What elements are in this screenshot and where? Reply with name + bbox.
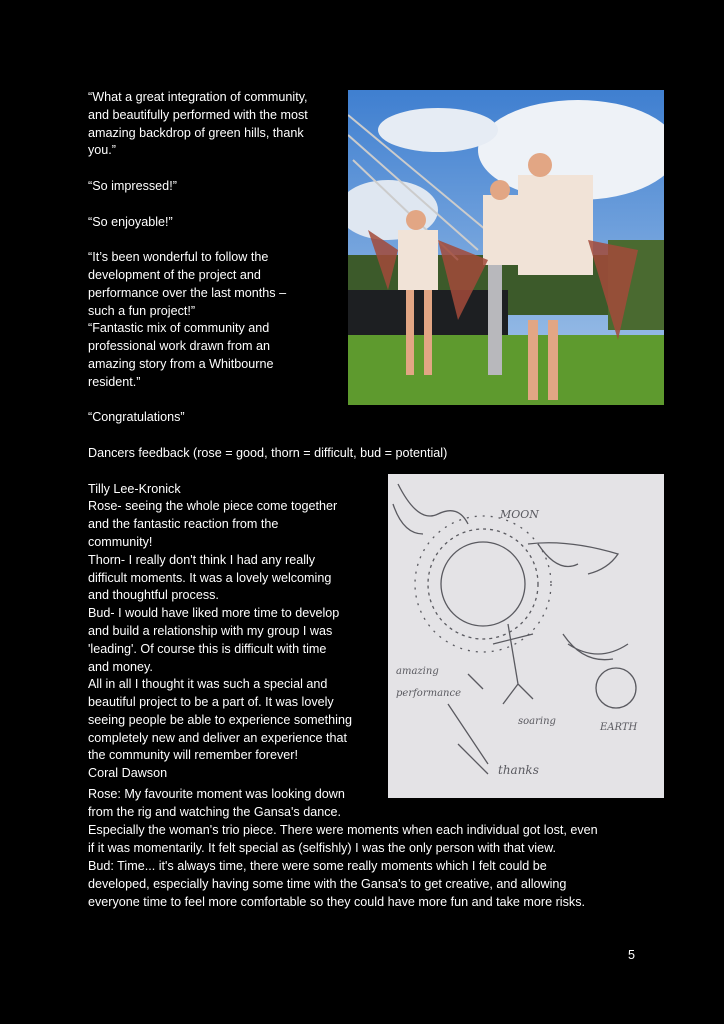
text-line: if it was momentarily. It felt special as (selfishly) I was the only person with that view. bbox=[88, 841, 557, 855]
drawing-label-soaring: soaring bbox=[518, 716, 556, 727]
child-drawing-moon-earth bbox=[388, 474, 664, 798]
text-line: “So enjoyable!” bbox=[88, 214, 173, 229]
drawing-label-amazing: amazing bbox=[396, 666, 439, 677]
text-line: performance over the last months – bbox=[88, 285, 287, 300]
text-line: and money. bbox=[88, 659, 153, 674]
text-line: such a fun project!” bbox=[88, 303, 196, 318]
text-line: development of the project and bbox=[88, 267, 261, 282]
coral-dawson-feedback bbox=[88, 785, 598, 911]
text-line: “So impressed!” bbox=[88, 178, 177, 193]
text-line: professional work drawn from an bbox=[88, 339, 270, 354]
text-line: from the rig and watching the Gansa's dance. bbox=[88, 805, 342, 819]
performance-photo bbox=[348, 90, 664, 405]
text-line: resident.” bbox=[88, 374, 141, 389]
text-line: Coral Dawson bbox=[88, 766, 168, 781]
text-line: and the fantastic reaction from the bbox=[88, 517, 279, 532]
text-line: 'leading'. Of course this is difficult with time bbox=[88, 641, 327, 656]
text-line: the community will remember forever! bbox=[88, 748, 298, 763]
text-line: seeing people be able to experience something bbox=[88, 712, 352, 727]
text-line: developed, especially having some time with the Gansa's to get creative, and allowing bbox=[88, 877, 567, 891]
drawing-label-moon: MOON bbox=[500, 508, 539, 521]
text-line: everyone time to feel more comfortable so they could have more fun and take more risks. bbox=[88, 895, 585, 909]
text-line: “Fantastic mix of community and bbox=[88, 321, 270, 336]
text-line: Especially the woman's trio piece. There were moments when each individual got lost, even bbox=[88, 823, 598, 837]
text-line: Tilly Lee-Kronick bbox=[88, 481, 181, 496]
text-line: “It’s been wonderful to follow the bbox=[88, 250, 269, 265]
text-line: completely new and deliver an experience that bbox=[88, 730, 348, 745]
text-line: All in all I thought it was such a special and bbox=[88, 677, 328, 692]
text-line: amazing backdrop of green hills, thank bbox=[88, 125, 304, 140]
text-line: community! bbox=[88, 534, 153, 549]
text-line: you.” bbox=[88, 143, 116, 158]
text-line: beautiful project to be a part of. It was lovely bbox=[88, 695, 334, 710]
text-line: amazing story from a Whitbourne bbox=[88, 356, 274, 371]
text-line: and thoughtful process. bbox=[88, 588, 219, 603]
text-line: Rose- seeing the whole piece come together bbox=[88, 499, 338, 514]
drawing-label-thanks: thanks bbox=[498, 763, 539, 777]
drawing-label-earth: EARTH bbox=[600, 722, 638, 733]
text-line: Dancers feedback (rose = good, thorn = difficult, bud = potential) bbox=[88, 445, 448, 460]
text-line: Thorn- I really don't think I had any really bbox=[88, 552, 316, 567]
text-line: Bud: Time... it's always time, there were some really moments which I felt could be bbox=[88, 859, 547, 873]
text-line: “What a great integration of community, bbox=[88, 90, 308, 104]
text-line: and beautifully performed with the most bbox=[88, 107, 308, 122]
text-line: “Congratulations” bbox=[88, 410, 185, 425]
text-line: Bud- I would have liked more time to develop bbox=[88, 606, 340, 621]
text-line: and build a relationship with my group I was bbox=[88, 623, 333, 638]
text-line: Rose: My favourite moment was looking down bbox=[88, 787, 345, 801]
page-number: 5 bbox=[628, 948, 636, 962]
text-line: difficult moments. It was a lovely welcoming bbox=[88, 570, 332, 585]
drawing-label-performance: performance bbox=[396, 688, 462, 699]
